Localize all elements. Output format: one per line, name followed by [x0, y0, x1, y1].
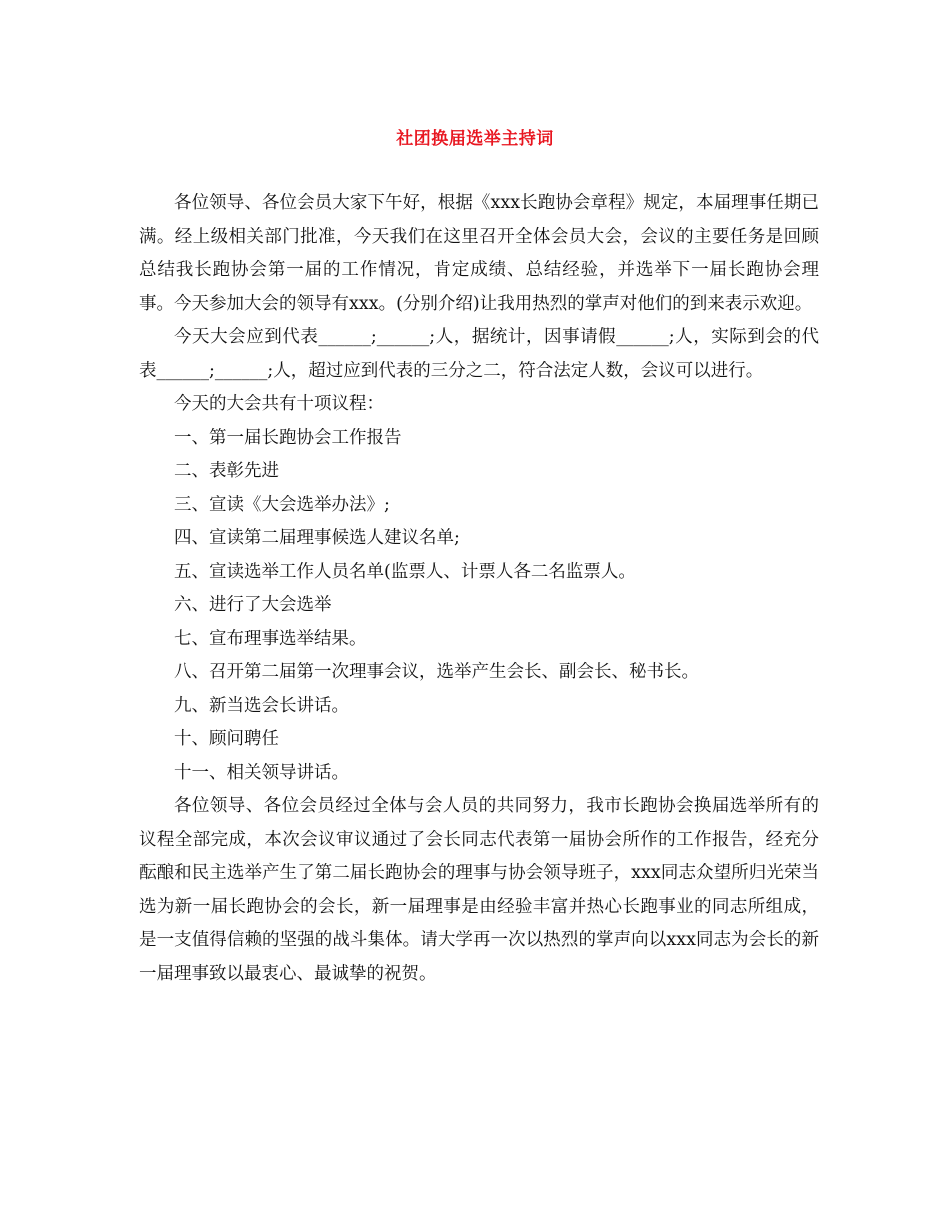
document-title: 社团换届选举主持词	[396, 129, 554, 149]
agenda-intro: 今天的大会共有十项议程：	[174, 394, 384, 414]
attendance-paragraph: 今天大会应到代表______;______;人，据统计，因事请假______;人，实际到会的代表______;______;人，超过应到代表的三分之二，符合法定人数，会议可以进行。	[139, 327, 819, 381]
agenda-item: 五、宣读选举工作人员名单(监票人、计票人各二名监票人。	[174, 561, 636, 582]
agenda-item: 十、顾问聘任	[174, 729, 279, 749]
agenda-item: 一、第一届长跑协会工作报告	[174, 427, 402, 448]
agenda-item: 七、宣布理事选举结果。	[174, 628, 367, 649]
agenda-item: 三、宣读《大会选举办法》;	[174, 494, 390, 515]
agenda-item: 九、新当选会长讲话。	[174, 695, 349, 716]
opening-paragraph: 各位领导、各位会员大家下午好，根据《xxx长跑协会章程》规定，本届理事任期已满。经上级相关部门批准，今天我们在这里召开全体会员大会，会议的主要任务是回顾总结我长跑协会第一届的工作情况，肯定成绩、总结经验，并选举下一届长跑协会理事。今天参加大会的领导有xxx。(分别介绍)让我用热烈的掌声对他们的到来表示欢迎。	[139, 193, 819, 314]
agenda-item: 六、进行了大会选举	[174, 595, 332, 615]
agenda-item: 十一、相关领导讲话。	[174, 762, 349, 783]
closing-paragraph: 各位领导、各位会员经过全体与会人员的共同努力，我市长跑协会换届选举所有的议程全部完成，本次会议审议通过了会长同志代表第一届协会所作的工作报告，经充分酝酿和民主选举产生了第二届长跑协会的理事与协会领导班子，xxx同志众望所归光荣当选为新一届长跑协会的会长，新一届理事是由经验丰富并热心长跑事业的同志所组成，是一支值得信赖的坚强的战斗集体。请大学再一次以热烈的掌声向以xxx同志为会长的新一届理事致以最衷心、最诚挚的祝贺。	[139, 796, 819, 984]
agenda-item: 二、表彰先进	[174, 461, 279, 481]
agenda-item: 四、宣读第二届理事候选人建议名单;	[174, 528, 460, 548]
agenda-item: 八、召开第二届第一次理事会议，选举产生会长、副会长、秘书长。	[174, 662, 699, 682]
document-body	[139, 187, 819, 991]
